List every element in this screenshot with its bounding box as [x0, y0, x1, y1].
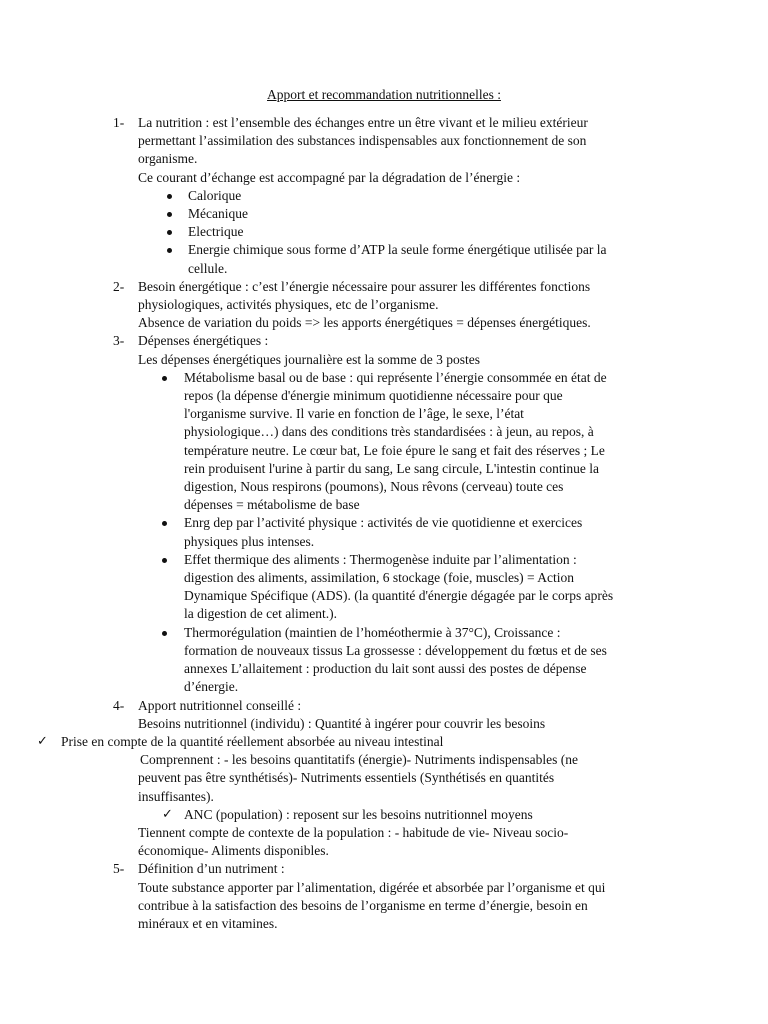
text-line: Toute substance apporter par l’alimentation, digérée et absorbée par l’organisme et qui — [138, 879, 606, 895]
page-title: Apport et recommandation nutritionnelles : — [267, 87, 501, 102]
bullet-item: Métabolisme basal ou de base : qui représente l’énergie consommée en état de — [0, 369, 768, 387]
section-1 — [0, 114, 768, 132]
bullet-item-cont: annexes L’allaitement : production du lait sont aussi des postes de dépense — [184, 661, 587, 677]
text-line: Besoin énergétique : c’est l’énergie nécessaire pour assurer les différentes fonctions — [138, 278, 591, 294]
text-line: La nutrition : est l’ensemble des échanges entre un être vivant et le milieu extérieur — [138, 115, 588, 130]
bullet-item-cont: d’énergie. — [184, 679, 239, 695]
section-2 — [0, 278, 768, 296]
bullet-item-cont: la digestion de cet aliment.). — [184, 606, 337, 622]
bullet-item-cont: repos (la dépense d'énergie minimum quotidienne nécessaire pour que — [184, 388, 563, 404]
bullet-item: Thermorégulation (maintien de l’homéothermie à 37°C), Croissance : — [0, 624, 768, 642]
text-line: Ce courant d’échange est accompagné par la dégradation de l’énergie : — [138, 169, 521, 185]
document-body — [0, 114, 768, 933]
bullet-item: Enrg dep par l’activité physique : activités de vie quotidienne et exercices — [0, 514, 768, 532]
text-line: organisme. — [138, 151, 198, 167]
text-line: minéraux et en vitamines. — [138, 915, 278, 931]
bullet-item-cont: cellule. — [188, 260, 228, 276]
bullet-item-cont: digestion, Nous respirons (poumons), Nous rêvons (cerveau) toute ces — [184, 479, 564, 495]
text-line: Définition d’un nutriment : — [138, 861, 285, 877]
section-number: 2- — [113, 278, 125, 294]
bullet-item-cont: rein produisent l'urine à partir du sang, Le sang circule, L'intestin continue la — [184, 460, 599, 476]
checkmark-icon: ✓ — [162, 806, 173, 822]
bullet-item: Calorique — [0, 187, 768, 205]
text-line: Les dépenses énergétiques journalière est la somme de 3 postes — [138, 351, 481, 367]
bullet-item-cont: physiologique…) dans des conditions très standardisées : à jeun, au repos, à — [184, 424, 594, 440]
section-number: 1- — [113, 115, 125, 130]
bullet-item-cont: physiques plus intenses. — [184, 533, 315, 549]
text-line: Tiennent compte de contexte de la population : - habitude de vie- Niveau socio- — [138, 824, 569, 840]
text-line: économique- Aliments disponibles. — [138, 843, 329, 859]
check-item: ANC (population) : reposent sur les besoins nutritionnel moyens — [184, 806, 533, 822]
bullet-item-cont: formation de nouveaux tissus La grossesse : développement du fœtus et de ses — [184, 642, 607, 658]
section-5 — [0, 860, 768, 878]
text-line: Comprennent : - les besoins quantitatifs (énergie)- Nutriments indispensables (ne — [140, 752, 579, 768]
section-number: 4- — [113, 697, 125, 713]
text-line: Dépenses énergétiques : — [138, 333, 269, 349]
bullet-item-cont: l'organisme survive. Il varie en fonction de l’âge, le sexe, l’état — [184, 406, 524, 422]
bullet-item-cont: dépenses = métabolisme de base — [184, 497, 360, 513]
bullet-item: Mécanique — [0, 205, 768, 223]
text-line: permettant l’assimilation des substances indispensables aux fonctionnement de son — [138, 133, 587, 149]
bullet-item: Energie chimique sous forme d’ATP la seule forme énergétique utilisée par la — [0, 241, 768, 259]
text-line: Absence de variation du poids => les apports énergétiques = dépenses énergétiques. — [138, 315, 591, 331]
bullet-item-cont: digestion des aliments, assimilation, 6 stockage (foie, muscles) = Action — [184, 570, 575, 586]
text-line: physiologiques, activités physiques, etc de l’organisme. — [138, 297, 439, 313]
bullet-item: Effet thermique des aliments : Thermogenèse induite par l’alimentation : — [0, 551, 768, 569]
check-item: Prise en compte de la quantité réellement absorbée au niveau intestinal — [61, 733, 444, 749]
text-line: peuvent pas être synthétisés)- Nutriments essentiels (Synthétisés en quantités — [138, 770, 555, 786]
section-3 — [0, 332, 768, 350]
section-number: 3- — [113, 333, 125, 349]
text-line: insuffisantes). — [138, 788, 214, 804]
text-line: Apport nutritionnel conseillé : — [138, 697, 302, 713]
bullet-item: Electrique — [0, 223, 768, 241]
checkmark-icon: ✓ — [37, 733, 48, 749]
section-4 — [0, 697, 768, 715]
bullet-item-cont: température neutre. Le cœur bat, Le foie épure le sang et fait des réserves ; Le — [184, 442, 605, 458]
section-number: 5- — [113, 861, 125, 877]
text-line: Besoins nutritionnel (individu) : Quantité à ingérer pour couvrir les besoins — [138, 715, 546, 731]
bullet-item-cont: Dynamique Spécifique (ADS). (la quantité d'énergie dégagée par le corps après — [184, 588, 614, 604]
text-line: contribue à la satisfaction des besoins de l’organisme en terme d’énergie, besoin en — [138, 897, 588, 913]
